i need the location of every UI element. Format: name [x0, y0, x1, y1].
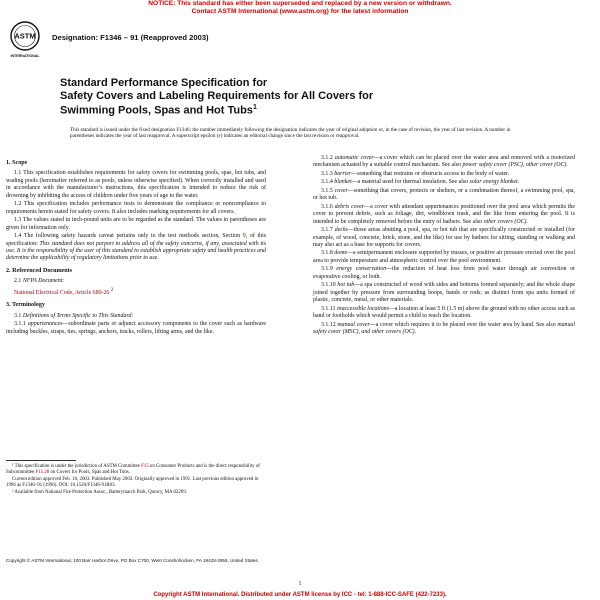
term-num: 3.1.10 — [321, 282, 338, 289]
nec-reference — [6, 287, 266, 297]
term-definition: —a material used for thermal insulation. See also — [351, 179, 470, 186]
title-line-1: Standard Performance Specification for — [60, 77, 268, 89]
para-3-1-7 — [313, 227, 575, 249]
para-3-1 — [6, 313, 266, 320]
term-num: 3.1.2 — [321, 155, 335, 161]
para-3-1-11 — [313, 306, 575, 321]
para-3-1-4 — [313, 179, 575, 186]
para-1-1: 1.1 This specification establishes requirements for safety covers for swimming pools, spas, hot tubs, and wading pools (hereinafter referred to as pools, unless otherwise specified). When correctly installed and used in accordance with the manufacturer’s instructions, this specification is intended to reduce the risk of drowning by inhibiting the access of children under five years of age to the water. — [6, 170, 266, 199]
title-line-3: Swimming Pools, Spas and Hot Tubs — [60, 104, 253, 117]
para-1-4-text: 1.4 The following safety hazards caveat pertains only to the test methods section, Section — [14, 233, 243, 240]
nec-footnote-ref: 2 — [110, 287, 114, 293]
para-1-4-text-2: , of this specification: — [6, 233, 266, 247]
term-debris-cover: debris cover — [334, 203, 365, 210]
term-num: 3.1.12 — [321, 321, 338, 328]
document-title — [60, 77, 530, 117]
term-see-also: solar energy blanket. — [469, 179, 520, 186]
footnote-rule — [6, 460, 76, 461]
para-3-1-9 — [313, 266, 575, 281]
standard-note: This standard is issued under the fixed designation F1346; the number immediately following the designation indicates the year of original adoption or, in the case of revision, the year of last revision. A number in parentheses indicates the year of last reapproval. A superscript epsilon (ε) indicates an editorial change since the last revision or reapproval. — [70, 127, 511, 140]
para-3-1-num: 3.1 — [14, 312, 23, 319]
para-3-1-3 — [313, 171, 575, 178]
nec-link[interactable]: National Electrical Code, Article 680-26 — [14, 289, 110, 296]
term-num: 3.1.3 — [321, 170, 335, 177]
footnote-1-text: ¹ This specification is under the jurisdiction of ASTM Committee — [12, 464, 142, 469]
para-1-3: 1.3 The values stated in inch-pound units are to be regarded as the standard. The values in parentheses are given for information only. — [6, 217, 266, 231]
term-definition: —a location at least 5 ft (1.5 m) above the ground with no other access such as hand or footholds which would permit a child to reach the location. — [313, 305, 575, 320]
footnote-1-text-3: on Covers for Pools, Spas and Hot Tubs. — [49, 469, 130, 475]
right-column — [313, 155, 575, 337]
term-definition: —a cover with attendant appurtenances positioned over the pool area which permits the cover to prevent debris, such as foliage, dirt, windblown trash, and the like from entering the pool. It is intended to be completely removed before the entry of bathers. See also — [313, 203, 575, 225]
term-manual-cover: manual cover — [337, 321, 370, 328]
term-see-also: power safety cover (PSC), other cover (OC). — [462, 162, 568, 169]
para-1-4 — [6, 233, 266, 263]
term-hot-tub: hot tub — [337, 282, 355, 289]
committee-f15-link[interactable]: F15 — [141, 464, 149, 469]
para-2-1 — [6, 278, 266, 285]
supersede-notice — [0, 0, 600, 16]
astm-logo-icon — [8, 20, 42, 60]
term-cover: cover — [334, 187, 348, 194]
designation: Designation: F1346 – 91 (Reapproved 2003) — [52, 33, 209, 42]
footnote-edition: Current edition approved Feb. 10, 2003. Published May 2003. Originally approved in 1991. Last previous edition approved in 1996 as F1346–91 (1996). DOI: 10.1520/F1346-91R03. — [6, 476, 259, 488]
term-num: 3.1.8 — [321, 250, 335, 257]
term-definition: —a cover which requires it to be placed over the water area by hand. See also — [369, 321, 558, 328]
term-inaccessible-locations: inaccessible locations — [337, 305, 389, 312]
term-energy-conservation: energy conservation — [336, 266, 387, 273]
page-number: 1 — [298, 581, 302, 587]
term-definition: —those areas abutting a pool, spa, or hot tub that are specifically constructed or installed (for example, of wood, concrete, brick, stone, and the like) for use by bathers for sitting, standing or walking and may also act as a base for supports for covers. — [313, 227, 576, 248]
term-num: 3.1.11 — [321, 305, 338, 312]
term-num: 3.1.5 — [321, 187, 335, 194]
term-num: 3.1.7 — [321, 227, 335, 234]
term-automatic-cover: automatic cover — [334, 155, 374, 161]
footnote-1-text-2: on Consumer Products and is the direct responsibility of Subcommittee — [6, 464, 260, 475]
para-3-1-8 — [313, 250, 575, 265]
term-definition: —subordinate parts or adjunct accessory components to the cover such as hardware including buckles, straps, ties, springs, anchors, tracks, rollers, lifting arms, and the like. — [6, 321, 266, 335]
notice-line-2: Contact ASTM International (www.astm.org) for the latest information — [191, 8, 409, 16]
title-footnote-ref: 1 — [252, 104, 257, 112]
section-heading-scope: 1. Scope — [6, 160, 28, 166]
section-heading-terminology: 3. Terminology — [6, 302, 45, 309]
section-heading-referenced: 2. Referenced Documents — [6, 267, 73, 274]
term-definition: —something that covers, protects or shelters, or a combination thereof, a swimming pool, spa, or hot tub. — [313, 187, 575, 202]
license-line: Copyright ASTM International. Distributed under ASTM license by ICC - tel: 1-888-ICC-SAFE (422-7233). — [153, 592, 447, 598]
term-see-also: other covers (OC). — [483, 218, 528, 225]
term-blanket: blanket — [334, 179, 352, 186]
term-appurtenances: appurtenances — [27, 321, 63, 328]
term-num: 3.1.9 — [321, 266, 337, 273]
subcommittee-f1528-link[interactable]: F15.28 — [35, 469, 50, 475]
copyright-line: Copyright © ASTM International, 100 Barr Harbor Drive, PO Box C700, West Conshohocken, PA 19428-2959, United States. — [6, 558, 259, 563]
term-definition: —something that restrains or obstructs access to the body of water. — [351, 170, 510, 177]
para-1-2: 1.2 This specification includes performance tests to demonstrate the compliance or noncompliance to requirements herein stated for safety covers. It also includes marking requirements for all covers. — [6, 201, 266, 215]
term-num: 3.1.1 — [14, 321, 28, 328]
term-num: 3.1.4 — [321, 179, 335, 186]
term-definition: —a spa constructed of wood with sides and bottoms formed separately; and the whole shape joined together by pressure from surrounding hoops, bands or rods; as distinct from spa units formed of plastic, concrete, metal, or other materials. — [313, 282, 576, 304]
left-column — [6, 155, 266, 337]
title-line-2: Safety Covers and Labeling Requirements for All Covers for — [60, 89, 374, 102]
section-9-link[interactable]: 9 — [242, 233, 246, 240]
term-decks: decks — [334, 227, 348, 234]
nfpa-document-label: NFPA Document: — [22, 278, 65, 285]
para-3-1-5 — [313, 188, 575, 203]
footnote-1 — [6, 464, 266, 476]
notice-line-1: NOTICE: This standard has either been superseded and replaced by a new version or withdrawn. — [148, 0, 452, 7]
term-barrier: barrier — [334, 170, 352, 177]
para-3-1-12 — [313, 322, 575, 337]
logo-subtext: INTERNATIONAL — [10, 54, 40, 58]
para-2-1-num: 2.1 — [14, 278, 23, 285]
term-num: 3.1.6 — [321, 203, 335, 210]
definitions-label: Definitions of Terms Specific to This Standard: — [22, 312, 134, 319]
footnote-2: ² Available from National Fire Protection Assoc., Batterymarch Park, Quincy, MA 02269. — [12, 489, 187, 495]
para-3-1-10 — [313, 282, 575, 304]
term-definition: —a cover which can be placed over the water area and removed with a motorized mechanism actuated by a suitable control mechanism. See also — [313, 155, 575, 169]
term-dome: dome — [334, 250, 348, 257]
para-3-1-6 — [313, 204, 575, 226]
term-see-also: manual safety cover (MSC), and other covers (OC). — [313, 321, 575, 335]
para-3-1-2 — [313, 155, 575, 170]
term-definition: —the reduction of heat loss from pool water through air convection or evaporative cooling, or both. — [313, 266, 575, 280]
safety-caveat: This standard does not purport to address all of the safety concerns, if any, associated with its use. It is the responsibility of the user of this standard to establish appropriate safety and health practices and determine the applicability of regulatory limitations prior to use. — [6, 240, 266, 262]
footnotes — [6, 460, 266, 497]
para-3-1-1 — [6, 321, 266, 336]
logo-text: ASTM — [14, 31, 36, 41]
term-definition: —a semipermanent enclosure supported by trusses, or positive air pressure erected over the pool area to provide temperature and atmospheric control over the pool environment. — [313, 250, 575, 264]
